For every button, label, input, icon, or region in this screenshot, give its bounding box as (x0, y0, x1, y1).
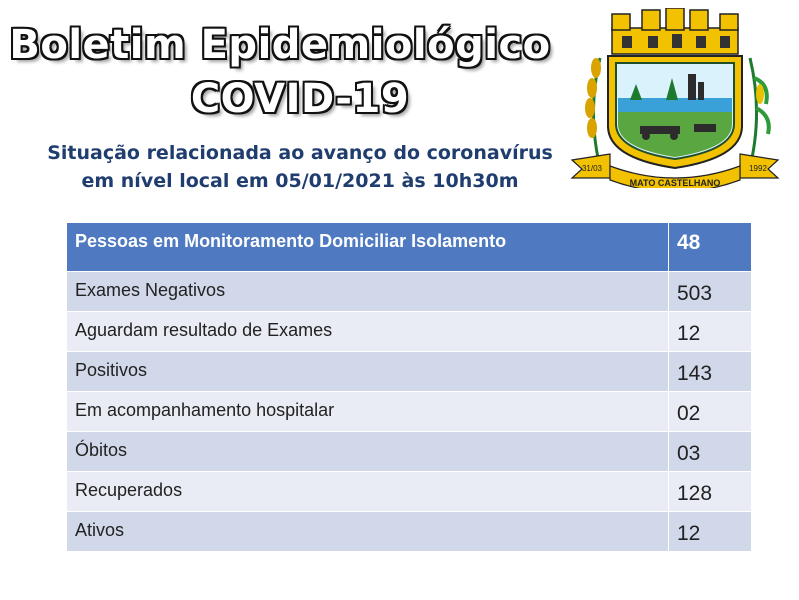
table-row (67, 432, 752, 472)
municipal-crest-logo (570, 8, 780, 188)
row-label: Aguardam resultado de Exames (67, 312, 669, 352)
table-row (67, 352, 752, 392)
header-value: 48 (669, 223, 752, 272)
header-label: Pessoas em Monitoramento Domiciliar Isolamento (67, 223, 669, 272)
table-row (67, 392, 752, 432)
row-value: 03 (669, 432, 752, 472)
crest-banner-text: MATO CASTELHANO (629, 178, 721, 188)
row-value: 12 (669, 512, 752, 552)
table-row (67, 272, 752, 312)
covid-status-table (66, 222, 752, 552)
row-label: Em acompanhamento hospitalar (67, 392, 669, 432)
bulletin-title-line1: Boletim Epidemiológico (9, 22, 551, 68)
wheat-icon (585, 58, 601, 158)
bulletin-title-line2: COVID-19 (190, 76, 410, 122)
subtitle-line2: em nível local em 05/01/2021 às 10h30m (81, 170, 519, 192)
corn-plant-icon (750, 58, 769, 158)
table-row (67, 312, 752, 352)
table-row (67, 472, 752, 512)
row-label: Ativos (67, 512, 669, 552)
row-label: Positivos (67, 352, 669, 392)
row-value: 02 (669, 392, 752, 432)
row-value: 128 (669, 472, 752, 512)
crest-left-date: 31/03 (581, 164, 603, 173)
row-label: Óbitos (67, 432, 669, 472)
crest-right-date: 1992 (749, 164, 767, 173)
row-label: Exames Negativos (67, 272, 669, 312)
row-value: 503 (669, 272, 752, 312)
table-header-row (67, 223, 752, 272)
row-label: Recuperados (67, 472, 669, 512)
crown-icon (612, 8, 738, 54)
subtitle-line1: Situação relacionada ao avanço do coronavírus (47, 142, 553, 164)
row-value: 143 (669, 352, 752, 392)
row-value: 12 (669, 312, 752, 352)
table-row (67, 512, 752, 552)
